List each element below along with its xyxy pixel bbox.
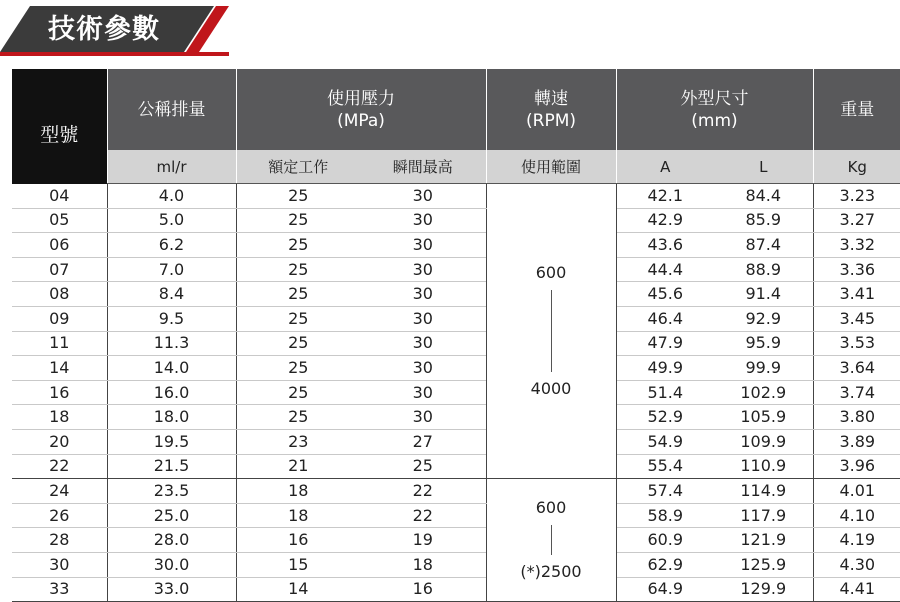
cell-displacement: 4.0	[107, 184, 236, 209]
cell-displacement: 7.0	[107, 257, 236, 282]
cell-peak-pressure: 22	[360, 503, 486, 528]
header-pressure	[236, 69, 486, 150]
cell-peak-pressure: 25	[360, 454, 486, 479]
subheader-peak: 瞬間最高	[360, 150, 486, 184]
cell-peak-pressure: 18	[360, 552, 486, 577]
cell-weight: 4.30	[813, 552, 900, 577]
cell-rated-pressure: 15	[236, 552, 360, 577]
table-row	[12, 331, 900, 356]
cell-displacement: 18.0	[107, 405, 236, 430]
speed-max: 4000	[530, 379, 572, 399]
cell-dimension-l: 84.4	[714, 184, 813, 209]
cell-rated-pressure: 23	[236, 429, 360, 454]
table-row	[12, 552, 900, 577]
cell-displacement: 19.5	[107, 429, 236, 454]
cell-peak-pressure: 22	[360, 479, 486, 504]
cell-displacement: 6.2	[107, 233, 236, 258]
table-row	[12, 528, 900, 553]
cell-rated-pressure: 25	[236, 405, 360, 430]
table-row	[12, 429, 900, 454]
cell-dimension-l: 117.9	[714, 503, 813, 528]
speed-range-line	[551, 290, 552, 372]
cell-displacement: 28.0	[107, 528, 236, 553]
subheader-row	[12, 150, 900, 184]
cell-peak-pressure: 30	[360, 208, 486, 233]
subheader-weight: Kg	[813, 150, 900, 184]
cell-weight: 3.41	[813, 282, 900, 307]
cell-weight: 3.27	[813, 208, 900, 233]
spec-table	[12, 69, 900, 602]
cell-weight: 3.89	[813, 429, 900, 454]
cell-weight: 3.53	[813, 331, 900, 356]
header-dimensions-label: 外型尺寸	[680, 88, 749, 109]
cell-displacement: 21.5	[107, 454, 236, 479]
cell-dimension-l: 129.9	[714, 577, 813, 602]
table-row	[12, 405, 900, 430]
cell-rated-pressure: 18	[236, 503, 360, 528]
cell-weight: 3.96	[813, 454, 900, 479]
cell-weight: 4.19	[813, 528, 900, 553]
cell-peak-pressure: 30	[360, 233, 486, 258]
cell-displacement: 14.0	[107, 356, 236, 381]
table-row	[12, 233, 900, 258]
cell-dimension-l: 92.9	[714, 306, 813, 331]
cell-dimension-l: 85.9	[714, 208, 813, 233]
cell-rated-pressure: 21	[236, 454, 360, 479]
cell-dimension-a: 64.9	[616, 577, 714, 602]
cell-displacement: 25.0	[107, 503, 236, 528]
cell-peak-pressure: 30	[360, 405, 486, 430]
header-model: 型號	[12, 69, 107, 184]
table-row	[12, 356, 900, 381]
subheader-speed-range: 使用範圍	[486, 150, 616, 184]
cell-weight: 3.74	[813, 380, 900, 405]
spec-body	[12, 184, 900, 602]
cell-model: 30	[12, 552, 107, 577]
cell-displacement: 5.0	[107, 208, 236, 233]
cell-model: 09	[12, 306, 107, 331]
cell-weight: 3.80	[813, 405, 900, 430]
subheader-a: A	[616, 150, 714, 184]
cell-dimension-a: 52.9	[616, 405, 714, 430]
cell-model: 14	[12, 356, 107, 381]
cell-dimension-a: 62.9	[616, 552, 714, 577]
table-row	[12, 503, 900, 528]
speed-max: (*)2500	[520, 562, 582, 582]
speed-min: 600	[535, 498, 567, 518]
cell-weight: 4.01	[813, 479, 900, 504]
cell-rated-pressure: 25	[236, 356, 360, 381]
cell-peak-pressure: 27	[360, 429, 486, 454]
section-title: 技術參數	[48, 14, 160, 45]
table-row	[12, 306, 900, 331]
cell-model: 20	[12, 429, 107, 454]
header-row	[12, 69, 900, 150]
cell-model: 07	[12, 257, 107, 282]
cell-weight: 4.10	[813, 503, 900, 528]
cell-peak-pressure: 30	[360, 257, 486, 282]
cell-rated-pressure: 25	[236, 257, 360, 282]
cell-dimension-l: 110.9	[714, 454, 813, 479]
cell-dimension-a: 60.9	[616, 528, 714, 553]
cell-displacement: 33.0	[107, 577, 236, 602]
cell-model: 18	[12, 405, 107, 430]
cell-peak-pressure: 30	[360, 306, 486, 331]
cell-dimension-l: 91.4	[714, 282, 813, 307]
header-displacement: 公稱排量	[107, 69, 236, 150]
cell-peak-pressure: 30	[360, 380, 486, 405]
cell-peak-pressure: 19	[360, 528, 486, 553]
cell-model: 16	[12, 380, 107, 405]
cell-dimension-l: 102.9	[714, 380, 813, 405]
cell-dimension-a: 44.4	[616, 257, 714, 282]
table-row	[12, 380, 900, 405]
cell-rated-pressure: 25	[236, 306, 360, 331]
cell-model: 28	[12, 528, 107, 553]
cell-weight: 3.23	[813, 184, 900, 209]
cell-peak-pressure: 30	[360, 356, 486, 381]
header-dimensions-unit: (mm)	[691, 110, 738, 131]
cell-peak-pressure: 30	[360, 184, 486, 209]
cell-model: 11	[12, 331, 107, 356]
cell-dimension-l: 95.9	[714, 331, 813, 356]
table-row	[12, 257, 900, 282]
cell-dimension-a: 58.9	[616, 503, 714, 528]
cell-dimension-l: 88.9	[714, 257, 813, 282]
header-dimensions	[616, 69, 813, 150]
cell-model: 26	[12, 503, 107, 528]
cell-model: 24	[12, 479, 107, 504]
speed-range-box	[487, 262, 616, 400]
cell-peak-pressure: 30	[360, 331, 486, 356]
cell-dimension-a: 54.9	[616, 429, 714, 454]
header-speed-label: 轉速	[534, 88, 568, 109]
cell-rated-pressure: 25	[236, 282, 360, 307]
table-row	[12, 282, 900, 307]
cell-displacement: 11.3	[107, 331, 236, 356]
header-speed-unit: (RPM)	[526, 110, 576, 131]
cell-dimension-l: 87.4	[714, 233, 813, 258]
cell-dimension-l: 121.9	[714, 528, 813, 553]
cell-dimension-a: 49.9	[616, 356, 714, 381]
header-pressure-unit: (MPa)	[337, 110, 385, 131]
cell-dimension-a: 43.6	[616, 233, 714, 258]
cell-speed-range	[486, 184, 616, 479]
cell-model: 33	[12, 577, 107, 602]
cell-weight: 3.36	[813, 257, 900, 282]
header-pressure-label: 使用壓力	[327, 88, 395, 109]
subheader-rated: 額定工作	[236, 150, 360, 184]
cell-rated-pressure: 25	[236, 184, 360, 209]
subheader-displacement: ml/r	[107, 150, 236, 184]
speed-range-box	[487, 497, 616, 583]
table-row	[12, 184, 900, 209]
cell-dimension-a: 45.6	[616, 282, 714, 307]
cell-displacement: 8.4	[107, 282, 236, 307]
speed-min: 600	[535, 263, 567, 283]
cell-dimension-a: 42.9	[616, 208, 714, 233]
cell-displacement: 23.5	[107, 479, 236, 504]
cell-dimension-a: 47.9	[616, 331, 714, 356]
cell-dimension-a: 57.4	[616, 479, 714, 504]
cell-model: 05	[12, 208, 107, 233]
section-banner	[0, 0, 232, 58]
cell-rated-pressure: 25	[236, 233, 360, 258]
cell-displacement: 16.0	[107, 380, 236, 405]
cell-rated-pressure: 25	[236, 208, 360, 233]
cell-rated-pressure: 18	[236, 479, 360, 504]
cell-dimension-a: 55.4	[616, 454, 714, 479]
cell-dimension-l: 109.9	[714, 429, 813, 454]
header-weight: 重量	[813, 69, 900, 150]
speed-range-line	[551, 525, 552, 555]
cell-model: 06	[12, 233, 107, 258]
cell-dimension-a: 46.4	[616, 306, 714, 331]
table-row	[12, 577, 900, 602]
cell-weight: 4.41	[813, 577, 900, 602]
cell-peak-pressure: 30	[360, 282, 486, 307]
cell-weight: 3.45	[813, 306, 900, 331]
cell-dimension-l: 114.9	[714, 479, 813, 504]
cell-dimension-a: 42.1	[616, 184, 714, 209]
cell-rated-pressure: 25	[236, 331, 360, 356]
cell-rated-pressure: 25	[236, 380, 360, 405]
cell-model: 22	[12, 454, 107, 479]
cell-weight: 3.64	[813, 356, 900, 381]
cell-model: 04	[12, 184, 107, 209]
cell-displacement: 30.0	[107, 552, 236, 577]
table-row	[12, 208, 900, 233]
cell-rated-pressure: 14	[236, 577, 360, 602]
subheader-l: L	[714, 150, 813, 184]
cell-dimension-l: 99.9	[714, 356, 813, 381]
table-row	[12, 454, 900, 479]
table-row	[12, 479, 900, 504]
header-speed	[486, 69, 616, 150]
cell-displacement: 9.5	[107, 306, 236, 331]
cell-dimension-l: 105.9	[714, 405, 813, 430]
cell-rated-pressure: 16	[236, 528, 360, 553]
cell-model: 08	[12, 282, 107, 307]
cell-dimension-a: 51.4	[616, 380, 714, 405]
cell-speed-range	[486, 479, 616, 602]
cell-weight: 3.32	[813, 233, 900, 258]
cell-dimension-l: 125.9	[714, 552, 813, 577]
cell-peak-pressure: 16	[360, 577, 486, 602]
